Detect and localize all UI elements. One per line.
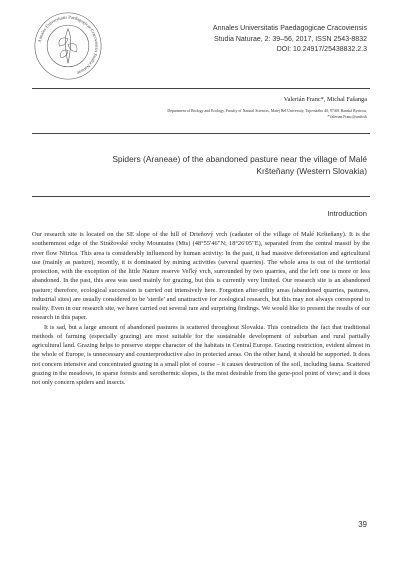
affiliation-email: *Valerian.Franc@umb.sk bbox=[327, 115, 367, 119]
affiliation-address: Department of Biology and Ecology, Faculty of Natural Sciences, Matej Bel University, Tajovského 40, 97401 Banská Bystrica, bbox=[167, 109, 367, 113]
title-divider bbox=[32, 196, 370, 197]
journal-volume: Studia Naturae, 2: 39–56, 2017, ISSN 2543-8832 bbox=[214, 35, 367, 43]
journal-doi: DOI: 10.24917/25438832.2.3 bbox=[276, 46, 367, 53]
svg-text:Annales Universitatis Paedagog: Annales Universitatis Paedagogicae Cracoviensis Studia Naturae bbox=[36, 14, 100, 76]
article-title bbox=[77, 154, 367, 177]
journal-info bbox=[213, 24, 367, 56]
author-divider bbox=[32, 133, 370, 134]
journal-name: Annales Universitatis Paedagogicae Cracoviensis bbox=[212, 25, 367, 32]
header-divider bbox=[32, 88, 370, 89]
affiliation bbox=[167, 108, 367, 120]
paragraph: Our research site is located on the SE slope of the hill of Driеňový vrch (cadaster of the village of Malé Kršteňany). It is the southernmost edge of the Strážovské vrchy Mountains (Mts) (48°55′46′′N; 18°26′05′′E), separated from the central massif by the river flow Nitrica. This area is considerably influenced by human activity: In the past, it had massive deforestation and agricultural use (mainly as pasture), recently, it is dominated by mining activities (several quarries). The whole area is out of the territorial protection, with the exception of the little Nature reserve Veľký vrch, surrounded by two quarries, and the left one is more or less abandoned. In the past, this area was used mainly for grazing, but this is currently very limited. Our research site is an abandoned pasture; therefore, ecological succession is carried out intensively here. Forgotten after-utility areas (abandoned quarries, pastures, industrial sites) are usually considered to be 'sterile' and unattractive for zoological research, but this may not always correspond to reality. Even in our research site, we have carried out several rare and surprising findings. We would like to present the results of our research in this paper. bbox=[32, 231, 370, 322]
journal-logo bbox=[32, 10, 104, 82]
section-heading: Introduction bbox=[327, 209, 367, 218]
page-number: 39 bbox=[358, 520, 367, 529]
title-line-2: Kršteňany (Western Slovakia) bbox=[256, 165, 367, 176]
body-text bbox=[32, 230, 370, 387]
title-line-1: Spiders (Araneae) of the abandoned pasture near the village of Malé bbox=[112, 154, 367, 164]
paragraph: It is sad, but a large amount of abandoned pastures is scattered throughout Slovakia. This contradicts the fact that traditional methods of farming (especially grazing) are most suitable for the sustainable development of suburban and rural partially agricultural land. Grazing helps to preserve steppe character of the habitats in Central Europe. Grazing restriction, evident almost in the whole of Europe, is unnecessary and counterproductive also in protected areas. On the other hand, it should be supported. It does not concern intensive and concentrated grazing in a small plot of course – it causes destruction of the soil, including fauna. Scattered grazing in the meadows, in sparse forests and xerothermic slopes, is the most desirable from the gene-pool point of view; and it does not only concern spiders and insects. bbox=[32, 323, 370, 386]
authors: Valerián Franc*, Michal Fašanga bbox=[283, 96, 367, 103]
